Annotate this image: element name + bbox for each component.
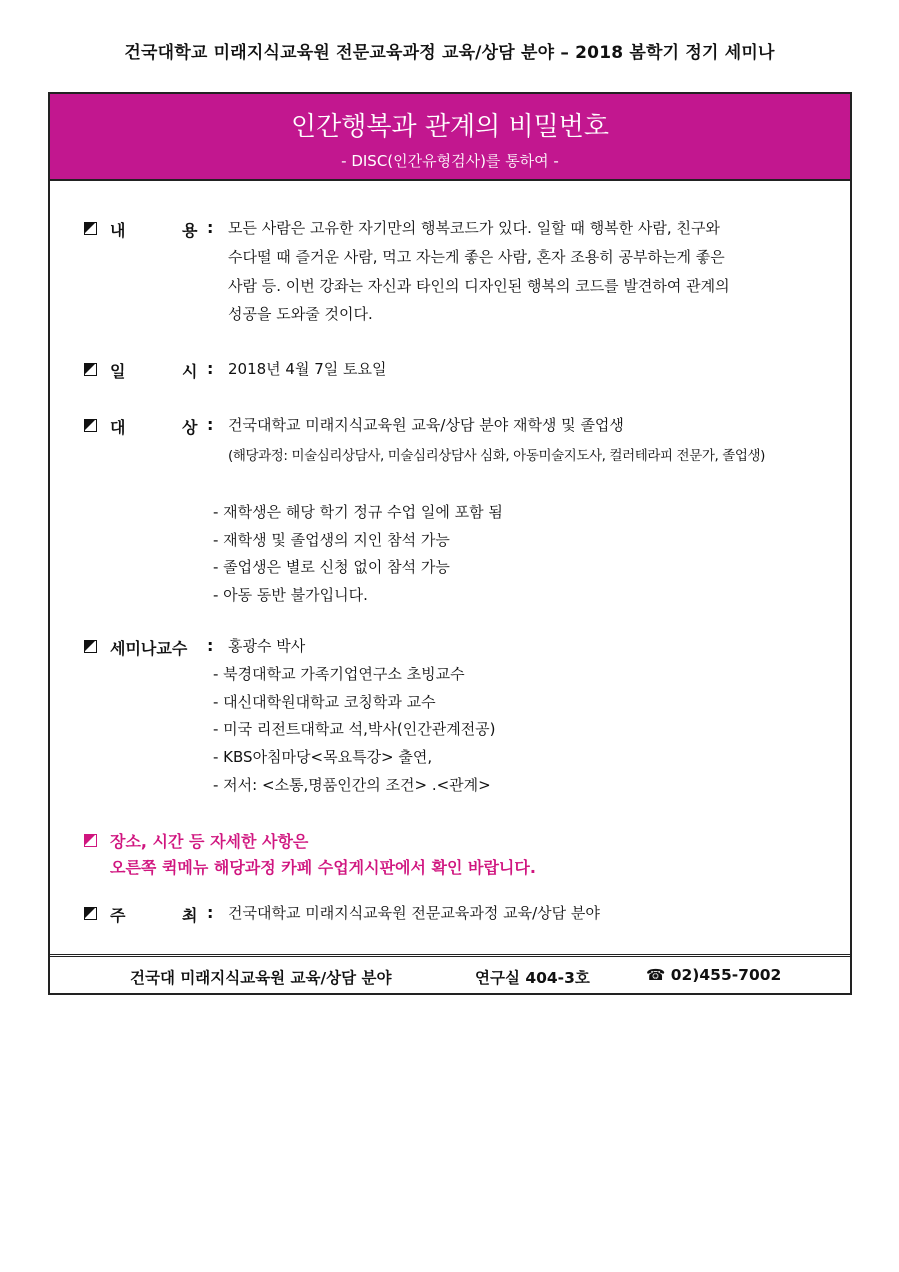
date-colon: : [207,359,214,378]
content-label-b: 용 [182,221,198,240]
footer-phone-number: 02)455-7002 [670,966,782,984]
content-line: 사람 등. 이번 강좌는 자신과 타인의 디자인된 행복의 코드를 발견하여 관계의 [228,277,730,295]
footer-phone [646,966,781,984]
date-label-a: 일 [110,362,126,381]
professor-label: 세미나교수 [110,639,188,658]
target-label-a: 대 [110,418,126,437]
diagonal-half-square-icon [84,640,97,653]
diagonal-half-square-icon [84,907,97,920]
host-colon: : [207,903,214,922]
seminar-title: 인간행복과 관계의 비밀번호 [291,112,609,142]
host-label-a: 주 [110,906,126,925]
professor-bullet: - KBS아침마당<목요특강> 출연, [213,748,433,766]
diagonal-half-square-icon [84,222,97,235]
target-note: (해당과정: 미술심리상담사, 미술심리상담사 심화, 아동미술지도사, 컬러테라피 전문가, 졸업생) [228,448,766,464]
professor-bullet: - 북경대학교 가족기업연구소 초빙교수 [213,665,465,683]
footer-room: 연구실 404-3호 [475,969,590,987]
target-bullet: - 재학생 및 졸업생의 지인 참석 가능 [213,531,450,549]
content-line: 성공을 도와줄 것이다. [228,305,373,323]
content-line: 모든 사람은 고유한 자기만의 행복코드가 있다. 일할 때 행복한 사람, 친구와 [228,219,720,237]
diagonal-half-square-icon [84,363,97,376]
content-line: 수다떨 때 즐거운 사람, 먹고 자는게 좋은 사람, 혼자 조용히 공부하는게 좋은 [228,248,725,266]
date-label-b: 시 [182,362,198,381]
target-bullet: - 재학생은 해당 학기 정규 수업 일에 포함 됨 [213,503,503,521]
diagonal-half-square-icon [84,834,97,847]
target-colon: : [207,415,214,434]
document-top-heading: 건국대학교 미래지식교육원 전문교육과정 교육/상담 분야 – 2018 봄학기 정기 세미나 [124,43,775,63]
content-label-a: 내 [110,221,126,240]
footer-org: 건국대 미래지식교육원 교육/상담 분야 [130,969,392,987]
notice-line-1: 장소, 시간 등 자세한 사항은 [110,832,309,851]
notice-line-2: 오른쪽 퀵메뉴 해당과정 카페 수업게시판에서 확인 바랍니다. [110,858,536,877]
host-label-b: 최 [182,906,198,925]
professor-bullet: - 저서: <소통,명품인간의 조건> .<관계> [213,776,491,794]
professor-name: 홍광수 박사 [228,637,306,655]
professor-bullet: - 미국 리전트대학교 석,박사(인간관계전공) [213,720,496,738]
target-value: 건국대학교 미래지식교육원 교육/상담 분야 재학생 및 졸업생 [228,416,624,434]
footer-contact-bar [50,954,850,993]
telephone-icon: ☎ [646,966,666,984]
date-value: 2018년 4월 7일 토요일 [228,360,387,378]
diagonal-half-square-icon [84,419,97,432]
professor-colon: : [207,636,214,655]
professor-bullet: - 대신대학원대학교 코칭학과 교수 [213,693,436,711]
seminar-subtitle: - DISC(인간유형검사)를 통하여 - [341,152,559,170]
target-bullet: - 졸업생은 별로 신청 없이 참석 가능 [213,558,450,576]
target-label-b: 상 [182,418,198,437]
host-value: 건국대학교 미래지식교육원 전문교육과정 교육/상담 분야 [228,904,600,922]
target-bullet: - 아동 동반 불가입니다. [213,586,368,604]
title-banner [50,94,850,181]
content-colon: : [207,218,214,237]
